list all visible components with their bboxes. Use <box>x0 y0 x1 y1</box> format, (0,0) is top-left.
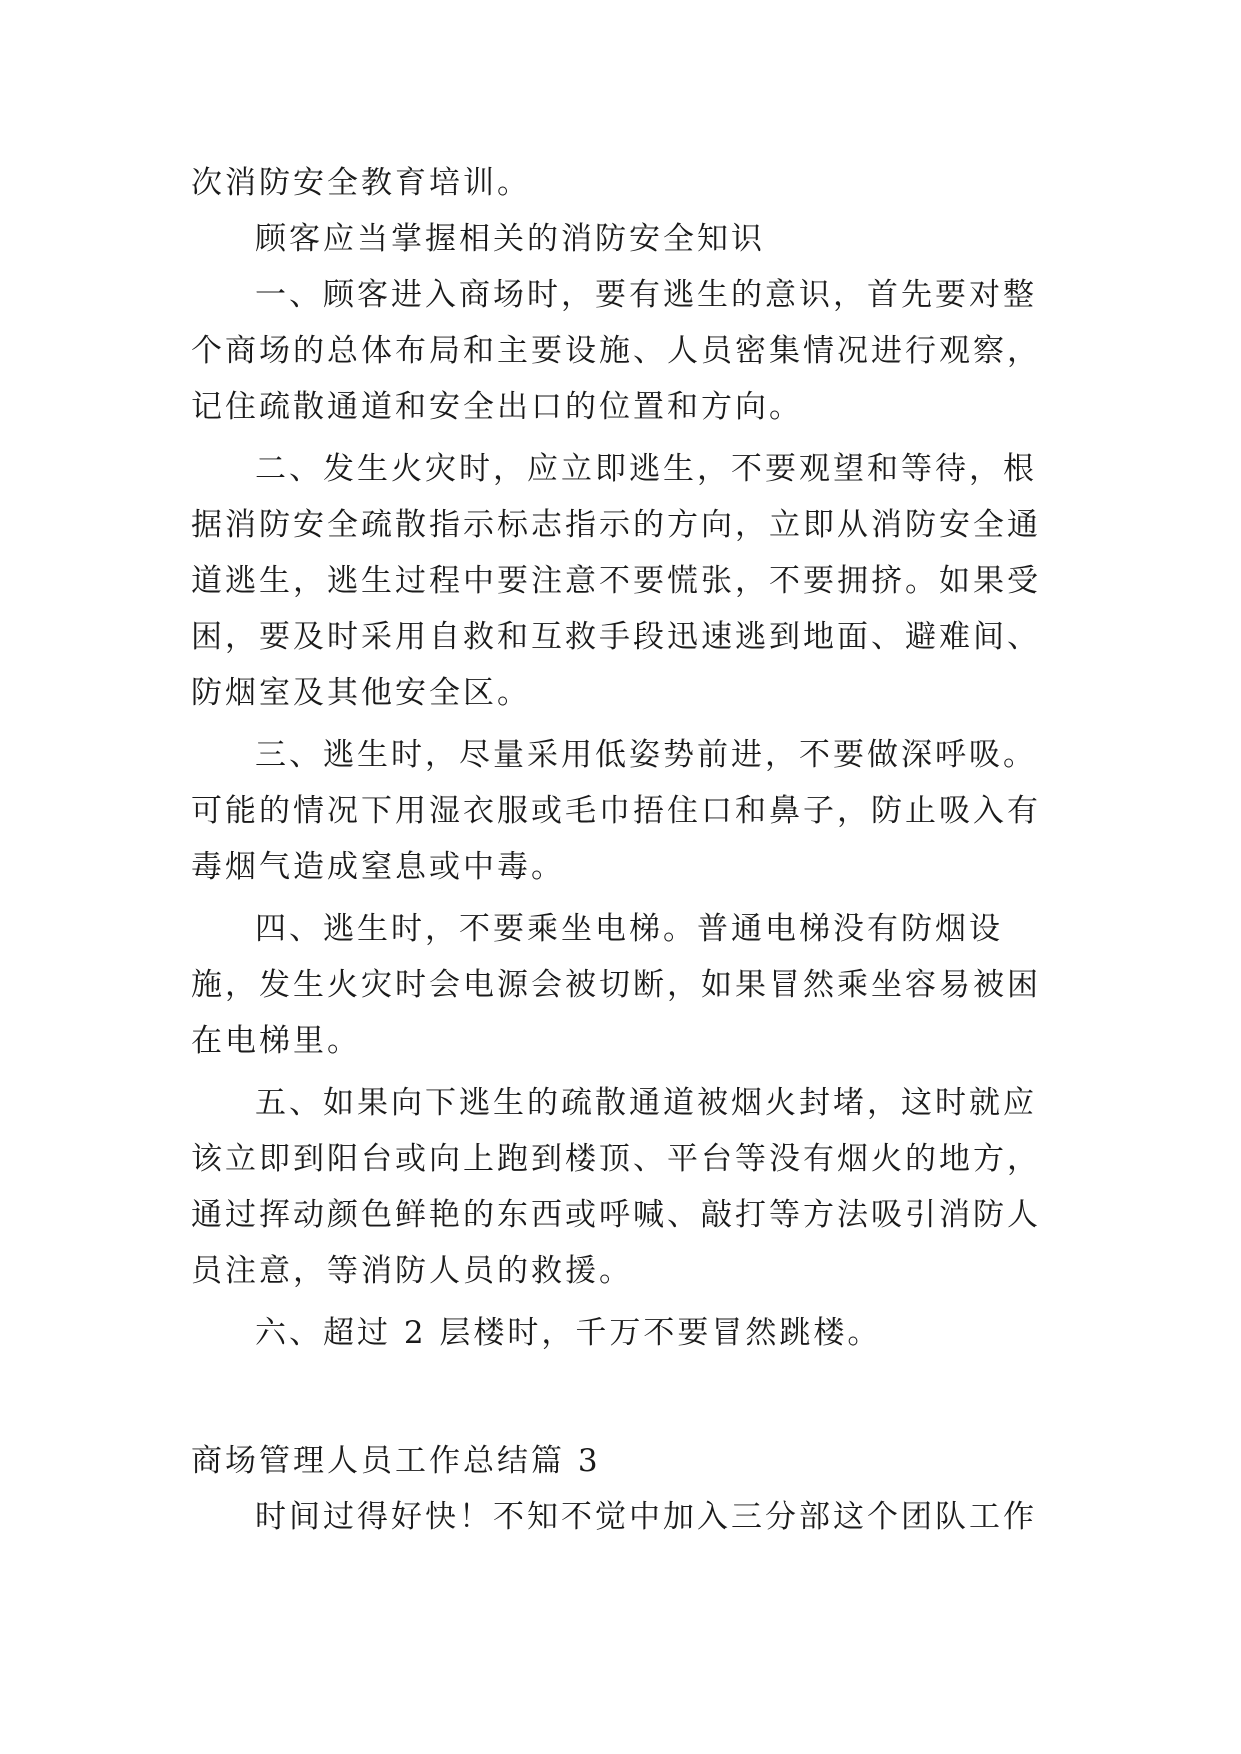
paragraph-heading: 顾客应当掌握相关的消防安全知识 <box>255 221 765 257</box>
paragraph-item-6: 六、超过 2 层楼时，千万不要冒然跳楼。 <box>255 1315 882 1351</box>
paragraph-item-4: 四、逃生时，不要乘坐电梯。普通电梯没有防烟设施，发生火灾时会电源会被切断，如果冒然乘坐容易被困在电梯里。 <box>191 911 1041 1059</box>
paragraph-item-3: 三、逃生时，尽量采用低姿势前进，不要做深呼吸。可能的情况下用湿衣服或毛巾捂住口和鼻子，防止吸入有毒烟气造成窒息或中毒。 <box>191 737 1041 885</box>
section-title: 商场管理人员工作总结篇 3 <box>191 1443 601 1479</box>
paragraph-continuation: 次消防安全教育培训。 <box>191 165 531 201</box>
paragraph-item-5: 五、如果向下逃生的疏散通道被烟火封堵，这时就应该立即到阳台或向上跑到楼顶、平台等没有烟火的地方，通过挥动颜色鲜艳的东西或呼喊、敲打等方法吸引消防人员注意，等消防人员的救援。 <box>191 1085 1041 1289</box>
document-body <box>191 155 1051 1545</box>
paragraph-item-1: 一、顾客进入商场时，要有逃生的意识，首先要对整个商场的总体布局和主要设施、人员密集情况进行观察，记住疏散通道和安全出口的位置和方向。 <box>191 277 1041 425</box>
section-first-paragraph: 时间过得好快！不知不觉中加入三分部这个团队工作 <box>255 1499 1037 1535</box>
paragraph-item-2: 二、发生火灾时，应立即逃生，不要观望和等待，根据消防安全疏散指示标志指示的方向，立即从消防安全通道逃生，逃生过程中要注意不要慌张，不要拥挤。如果受困，要及时采用自救和互救手段迅速逃到地面、避难间、防烟室及其他安全区。 <box>191 451 1041 711</box>
